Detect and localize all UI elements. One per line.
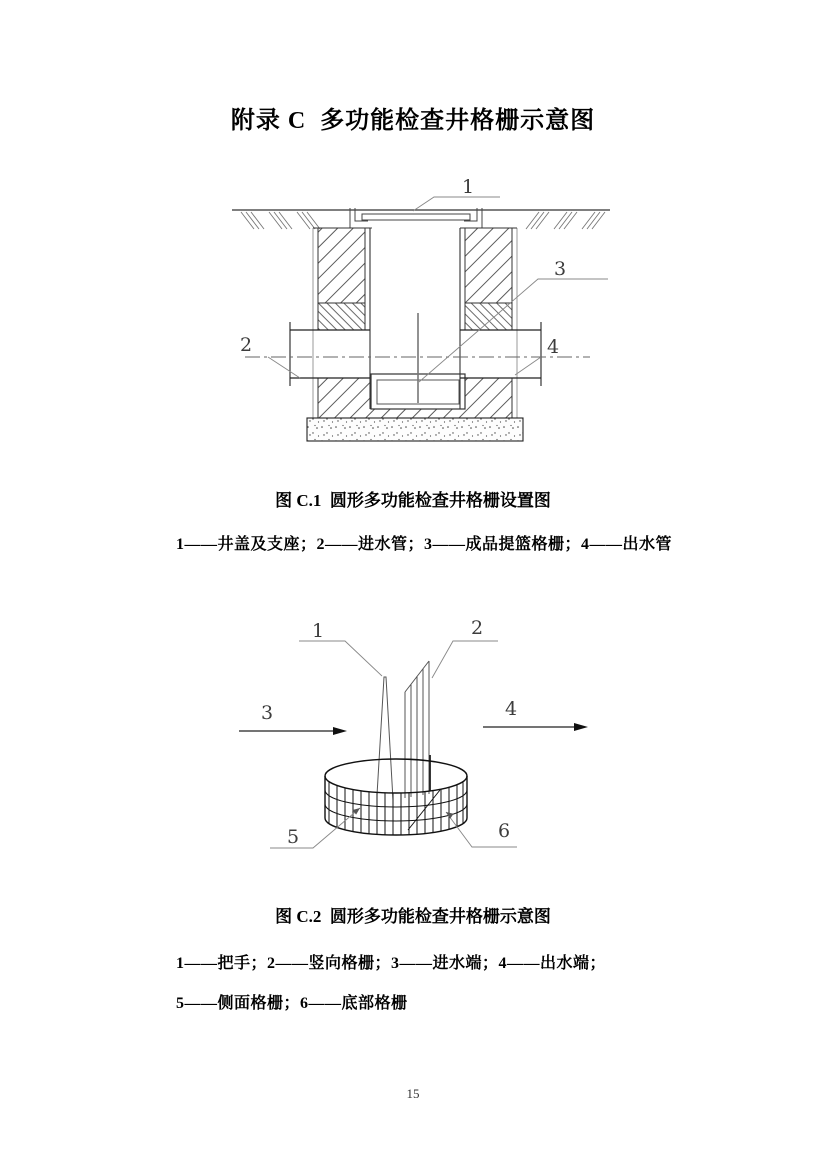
callout-4-outlet-end: 4 (504, 698, 518, 720)
figure-c1-well-section-diagram (222, 172, 622, 462)
wall-left-upper (318, 228, 365, 303)
leader-line-2 (432, 641, 498, 678)
callout-2-inlet: 2 (239, 334, 253, 356)
bottom-grille-line (408, 790, 440, 830)
figure-c1-caption: 图 C.1 圆形多功能检查井格栅设置图 (275, 491, 551, 510)
handle (377, 677, 393, 800)
vertical-grille (405, 661, 430, 798)
callout-3-inlet-end: 3 (260, 702, 274, 724)
leader-line-5 (270, 808, 360, 848)
flow-arrows (239, 723, 588, 735)
manhole-cover (346, 208, 486, 228)
figure-c2-caption: 图 C.2 圆形多功能检查井格栅示意图 (275, 907, 551, 926)
outlet-pipe (460, 330, 541, 378)
leader-line-1 (299, 641, 382, 676)
foundation-slab (307, 418, 523, 441)
leader-line-1 (413, 197, 500, 211)
figure-c2-legend-line1: 1——把手；2——竖向格栅；3——进水端；4——出水端； (176, 955, 607, 972)
soil-hatch-left (241, 212, 320, 229)
inlet-pipe (290, 330, 370, 378)
cylinder-basket (325, 759, 467, 841)
callout-1-cover: 1 (461, 176, 475, 198)
appendix-title: 附录 C 多功能检查井格栅示意图 (230, 108, 596, 134)
basket-grille (371, 313, 465, 409)
wall-right-upper (465, 228, 512, 303)
leader-line-4 (515, 357, 541, 375)
callout-6-bottom-grille: 6 (497, 820, 511, 842)
callout-2-vertical-grille: 2 (470, 617, 484, 639)
wall-left-corbel (318, 303, 365, 330)
callout-4-outlet: 4 (546, 336, 560, 358)
callout-3-basket: 3 (553, 258, 567, 280)
soil-hatch-right (526, 212, 605, 229)
page-number: 15 (406, 1086, 420, 1101)
figure-c2-legend-line2: 5——侧面格栅；6——底部格栅 (176, 995, 408, 1012)
figure-c2-basket-diagram (230, 615, 602, 863)
callout-1-handle: 1 (311, 620, 325, 642)
figure-c1-legend: 1——井盖及支座；2——进水管；3——成品提篮格栅；4——出水管 (176, 536, 673, 553)
basket-top-rim (325, 759, 467, 793)
leader-line-2 (268, 357, 300, 378)
callout-5-side-grille: 5 (286, 826, 300, 848)
